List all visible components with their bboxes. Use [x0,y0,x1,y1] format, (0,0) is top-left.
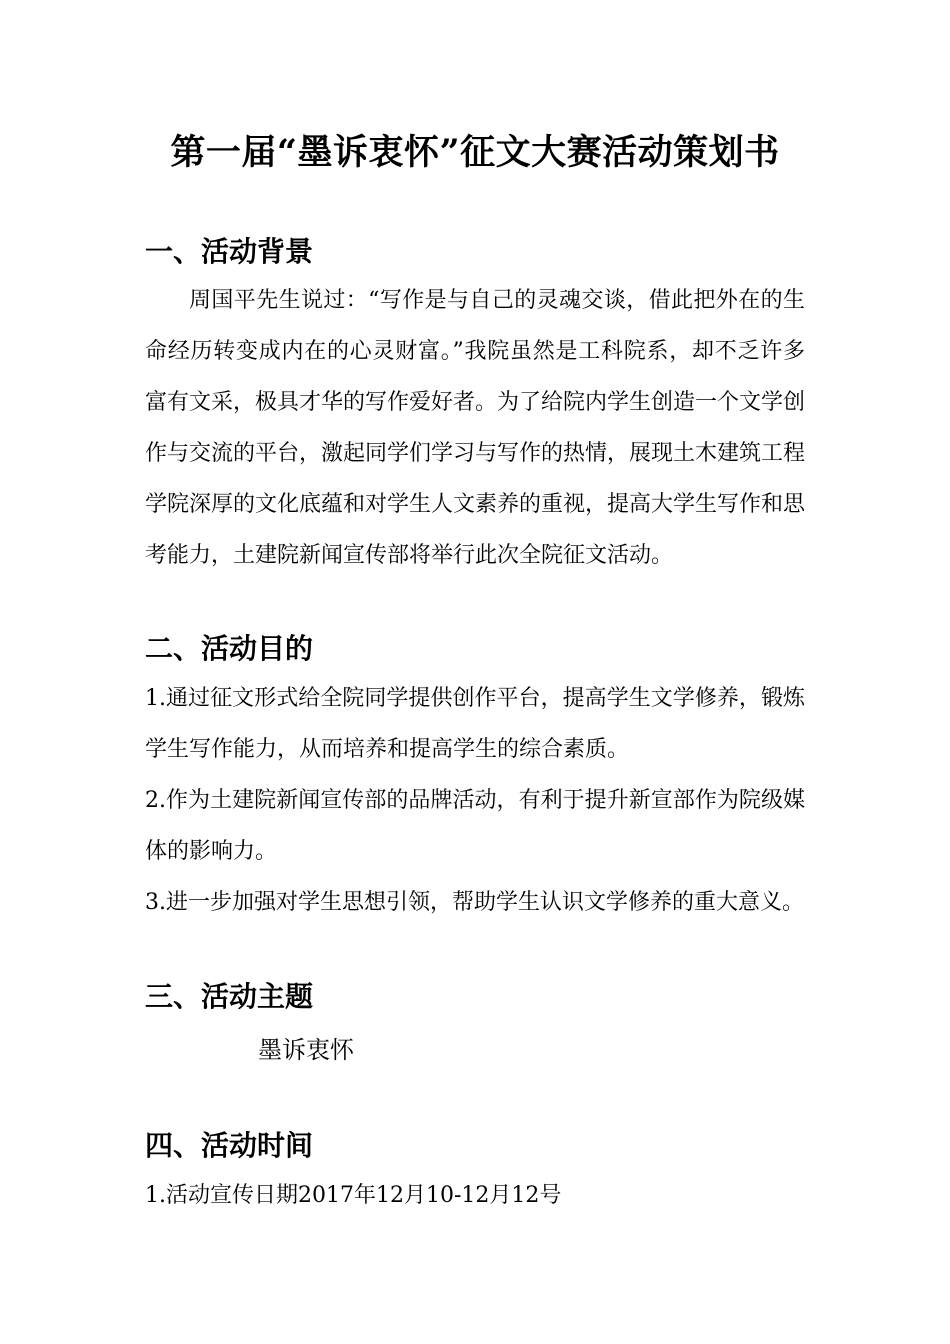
background-paragraph: 周国平先生说过：“写作是与自己的灵魂交谈，借此把外在的生命经历转变成内在的心灵财富。”我院虽然是工科院系，却不乏许多富有文采，极具才华的写作爱好者。为了给院内学生创造一个文学创作与交流的平台，激起同学们学习与写作的热情，展现土木建筑工程学院深厚的文化底蕴和对学生人文素养的重视，提高大学生写作和思考能力，土建院新闻宣传部将举行此次全院征文活动。 [145,288,806,568]
document-title: 第一届“墨诉衷怀”征文大赛活动策划书 [170,132,780,173]
section-heading-purpose: 二、活动目的 [145,632,314,665]
purpose-item-3: 3.进一步加强对学生思想引领，帮助学生认识文学修养的重大意义。 [145,890,804,915]
time-item-1: 1.活动宣传日期2017年12月10-12月12号 [145,1183,562,1208]
section-heading-theme: 三、活动主题 [145,980,314,1013]
theme-text: 墨诉衷怀 [258,1036,354,1064]
section-heading-background: 一、活动背景 [145,235,314,268]
section-heading-time: 四、活动时间 [145,1129,314,1162]
purpose-item-1: 1.通过征文形式给全院同学提供创作平台，提高学生文学修养，锻炼学生写作能力，从而培养和提高学生的综合素质。 [145,686,805,762]
purpose-item-2: 2.作为土建院新闻宣传部的品牌活动，有利于提升新宣部作为院级媒体的影响力。 [145,788,805,864]
